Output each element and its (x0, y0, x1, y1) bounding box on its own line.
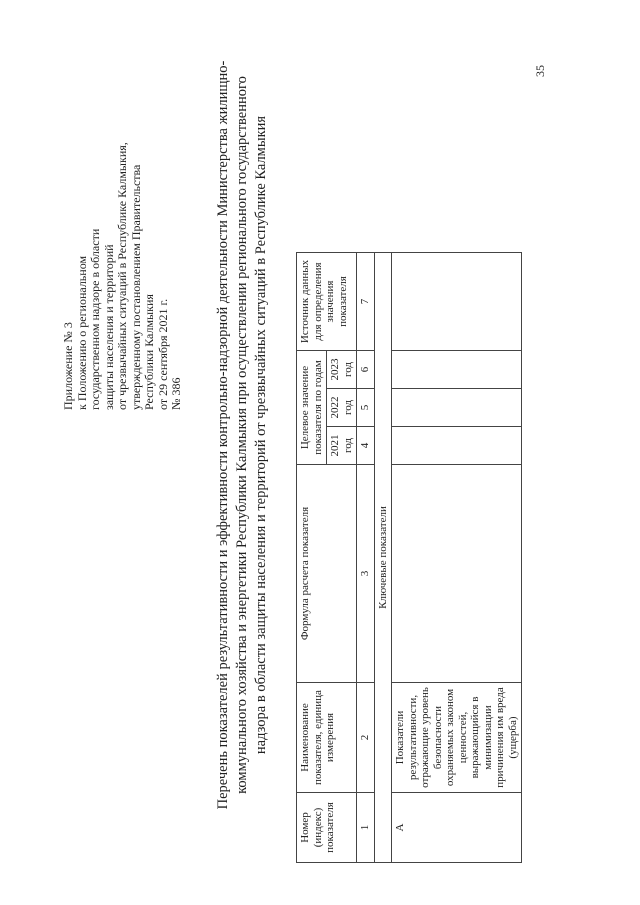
section-row (374, 253, 392, 863)
column-number: 5 (357, 389, 375, 427)
indicators-table (296, 252, 522, 863)
appendix-line: от чрезвычайных ситуаций в Республике Калмыкия, (115, 142, 129, 410)
row-2021 (392, 427, 522, 465)
table-row (392, 253, 522, 863)
section-label: Ключевые показатели (374, 253, 392, 863)
header-target: Целевое значение показателя по годам (297, 351, 327, 465)
column-number: 2 (357, 683, 375, 793)
header-year-2023: 2023 год (327, 351, 357, 389)
appendix-line: от 29 сентября 2021 г. (155, 298, 170, 410)
row-2023 (392, 351, 522, 389)
appendix-block (62, 10, 184, 410)
page-number: 35 (533, 65, 547, 77)
document-title (214, 5, 271, 865)
column-number: 3 (357, 465, 375, 683)
header-name: Наименование показателя, единица измерения (297, 683, 357, 793)
row-name: Показатели результативности, отражающие уровень безопасности охраняемых законом ценностей, выражающийся в минимизации причинения им вреда (ущерба) (392, 683, 522, 793)
header-year-2021: 2021 год (327, 427, 357, 465)
column-number: 4 (357, 427, 375, 465)
header-number: Номер (индекс) показателя (297, 793, 357, 863)
title-line: Перечень показателей результативности и эффективности контрольно-надзорной деятельности Министерства жилищно- (215, 60, 231, 810)
row-2022 (392, 389, 522, 427)
column-number: 6 (357, 351, 375, 389)
row-formula (392, 465, 522, 683)
appendix-line: государственном надзоре в области (88, 228, 102, 410)
appendix-line: № 386 (169, 377, 183, 410)
title-line: коммунального хозяйства и энергетики Республики Калмыкия при осуществлении регионального государственного (234, 76, 250, 794)
column-numbers-row (357, 253, 375, 863)
header-row (297, 253, 327, 863)
appendix-line: утвержденному постановлением Правительства (128, 164, 143, 410)
appendix-line: Республики Калмыкия (142, 294, 156, 410)
title-line: надзора в области защиты населения и территорий от чрезвычайных ситуаций в Республике Калмыкия (253, 115, 269, 755)
header-source: Источник данных для определения значения показателя (297, 253, 357, 351)
appendix-line: Приложение № 3 (61, 322, 75, 410)
row-index: А (392, 793, 522, 863)
header-formula: Формула расчета показателя (297, 465, 357, 683)
appendix-line: защиты населения и территорий (101, 244, 116, 410)
appendix-line: к Положению о региональном (74, 255, 89, 410)
row-source (392, 253, 522, 351)
header-year-2022: 2022 год (327, 389, 357, 427)
column-number: 7 (357, 253, 375, 351)
column-number: 1 (357, 793, 375, 863)
